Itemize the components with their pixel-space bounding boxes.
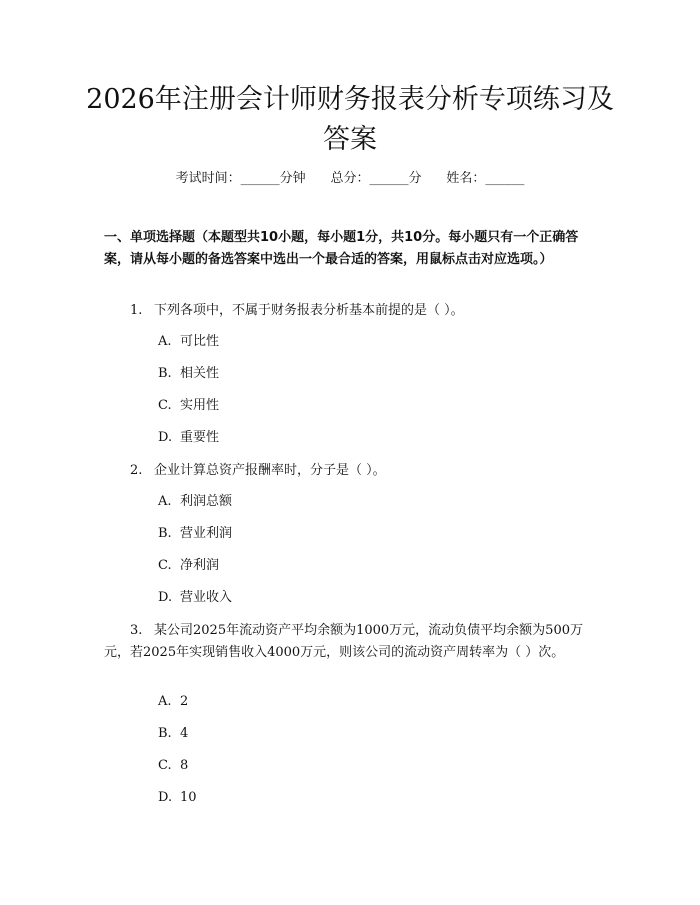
question-1 bbox=[104, 300, 596, 322]
score-blank: ______ bbox=[369, 171, 409, 186]
question-2 bbox=[104, 460, 596, 482]
exam-meta bbox=[0, 167, 700, 186]
score-label: 总分： bbox=[330, 171, 370, 186]
option-3a[interactable] bbox=[158, 692, 188, 712]
name-blank: ______ bbox=[485, 171, 525, 186]
document-title: 2026年注册会计师财务报表分析专项练习及答案 bbox=[86, 84, 614, 155]
option-text: 可比性 bbox=[180, 334, 220, 349]
option-label: B. bbox=[158, 526, 172, 541]
option-text: 利润总额 bbox=[180, 494, 233, 509]
option-label: C. bbox=[158, 558, 172, 573]
option-2b[interactable] bbox=[158, 524, 232, 544]
option-text: 实用性 bbox=[180, 398, 220, 413]
option-text: 4 bbox=[180, 726, 189, 741]
option-2a[interactable] bbox=[158, 492, 232, 512]
option-text: 营业收入 bbox=[180, 590, 233, 605]
section-heading: 一、单项选择题（本题型共10小题，每小题1分，共10分。每小题只有一个正确答案，请从每小题的备选答案中选出一个最合适的答案，用鼠标点击对应选项。） bbox=[104, 230, 579, 267]
option-label: B. bbox=[158, 726, 172, 741]
question-text: 某公司2025年流动资产平均余额为1000万元，流动负债平均余额为500万元，若2025年实现销售收入4000万元，则该公司的流动资产周转率为（ ）次。 bbox=[104, 623, 583, 660]
question-number: 1. bbox=[130, 303, 143, 318]
option-text: 营业利润 bbox=[180, 526, 233, 541]
option-3c[interactable] bbox=[158, 756, 188, 776]
option-label: A. bbox=[158, 694, 172, 709]
option-label: D. bbox=[158, 790, 173, 805]
option-label: A. bbox=[158, 494, 172, 509]
option-label: A. bbox=[158, 334, 172, 349]
option-text: 重要性 bbox=[180, 430, 220, 445]
question-3 bbox=[104, 620, 596, 664]
option-text: 10 bbox=[180, 790, 197, 805]
name-label: 姓名： bbox=[446, 171, 486, 186]
option-3d[interactable] bbox=[158, 788, 197, 808]
option-label: D. bbox=[158, 590, 173, 605]
question-number: 2. bbox=[130, 463, 143, 478]
option-2c[interactable] bbox=[158, 556, 219, 576]
option-1a[interactable] bbox=[158, 332, 219, 352]
question-number: 3. bbox=[130, 623, 143, 638]
option-text: 8 bbox=[180, 758, 189, 773]
option-text: 相关性 bbox=[180, 366, 220, 381]
option-1d[interactable] bbox=[158, 428, 219, 448]
question-text: 企业计算总资产报酬率时，分子是（ ）。 bbox=[154, 463, 386, 478]
option-3b[interactable] bbox=[158, 724, 188, 744]
time-unit: 分钟 bbox=[279, 171, 306, 186]
option-label: C. bbox=[158, 398, 172, 413]
option-text: 2 bbox=[180, 694, 189, 709]
score-unit: 分 bbox=[408, 171, 422, 186]
option-label: D. bbox=[158, 430, 173, 445]
option-text: 净利润 bbox=[180, 558, 220, 573]
option-label: B. bbox=[158, 366, 172, 381]
option-label: C. bbox=[158, 758, 172, 773]
time-blank: ______ bbox=[240, 171, 280, 186]
option-1b[interactable] bbox=[158, 364, 219, 384]
time-label: 考试时间： bbox=[175, 171, 241, 186]
option-1c[interactable] bbox=[158, 396, 219, 416]
question-text: 下列各项中，不属于财务报表分析基本前提的是（ ）。 bbox=[154, 303, 464, 318]
option-2d[interactable] bbox=[158, 588, 232, 608]
